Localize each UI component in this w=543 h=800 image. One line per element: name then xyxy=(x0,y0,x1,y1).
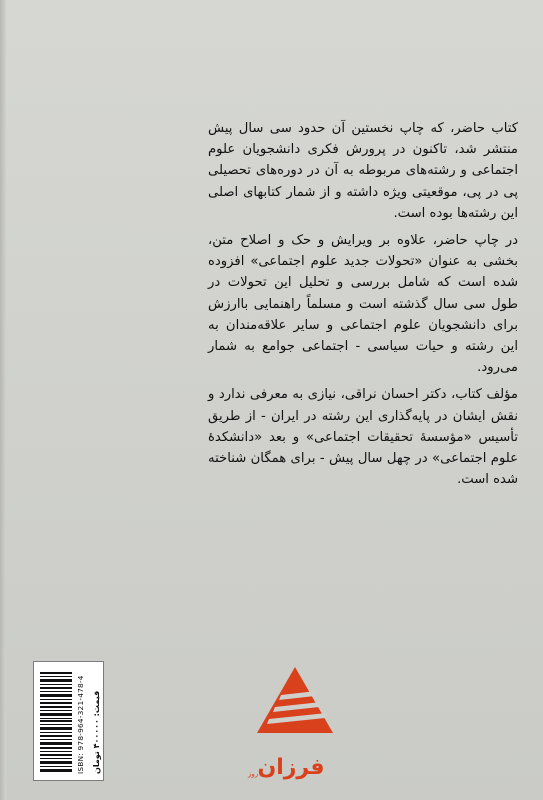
publisher-name: فرزان xyxy=(257,755,325,780)
barcode-label xyxy=(33,661,104,781)
blurb-paragraph-1: کتاب حاضر، که چاپ نخستین آن حدود سی سال پیش منتشر شد، تاکنون در پرورش فکری دانشجویان علوم اجتماعی و رشته‌های مربوطه به آن در دوره‌های تحصیلی پی در پی، موقعیتی ویژه داشته و از شمار کتابهای اصلی این رشته‌ها بوده است. xyxy=(208,121,518,221)
isbn-text: ISBN: 978-964-321-478-4 xyxy=(76,675,85,774)
blurb-paragraph-2: در چاپ حاضر، علاوه بر ویرایش و حک و اصلاح متن، بخشی به عنوان «تحولات جدید علوم اجتماعی» افزوده شده است که شامل بررسی و تحلیل این تحولات در طول سی سال گذشته است و مسلماً راهنمایی باارزش برای دانشجویان علوم اجتماعی و سایر علاقه‌مندان به این رشته و حیات سیاسی - اجتماعی جوامع به شمار می‌رود. xyxy=(208,233,518,376)
publisher-sub: روز xyxy=(248,770,259,778)
blurb-text xyxy=(208,118,518,490)
spine-edge xyxy=(0,0,6,800)
barcode-bars xyxy=(40,672,72,772)
blurb-paragraph-3: مؤلف کتاب، دکتر احسان نراقی، نیازی به معرفی ندارد و نقش ایشان در پایه‌گذاری این رشته در ایران - از طریق تأسیس «مؤسسهٔ تحقیقات اجتماعی» و بعد «دانشکدهٔ علوم اجتماعی» در چهل سال پیش - برای همگان شناخته شده است. xyxy=(208,387,518,488)
price-text: قیمت: ۴۰۰۰۰۰ تومان xyxy=(92,690,101,774)
